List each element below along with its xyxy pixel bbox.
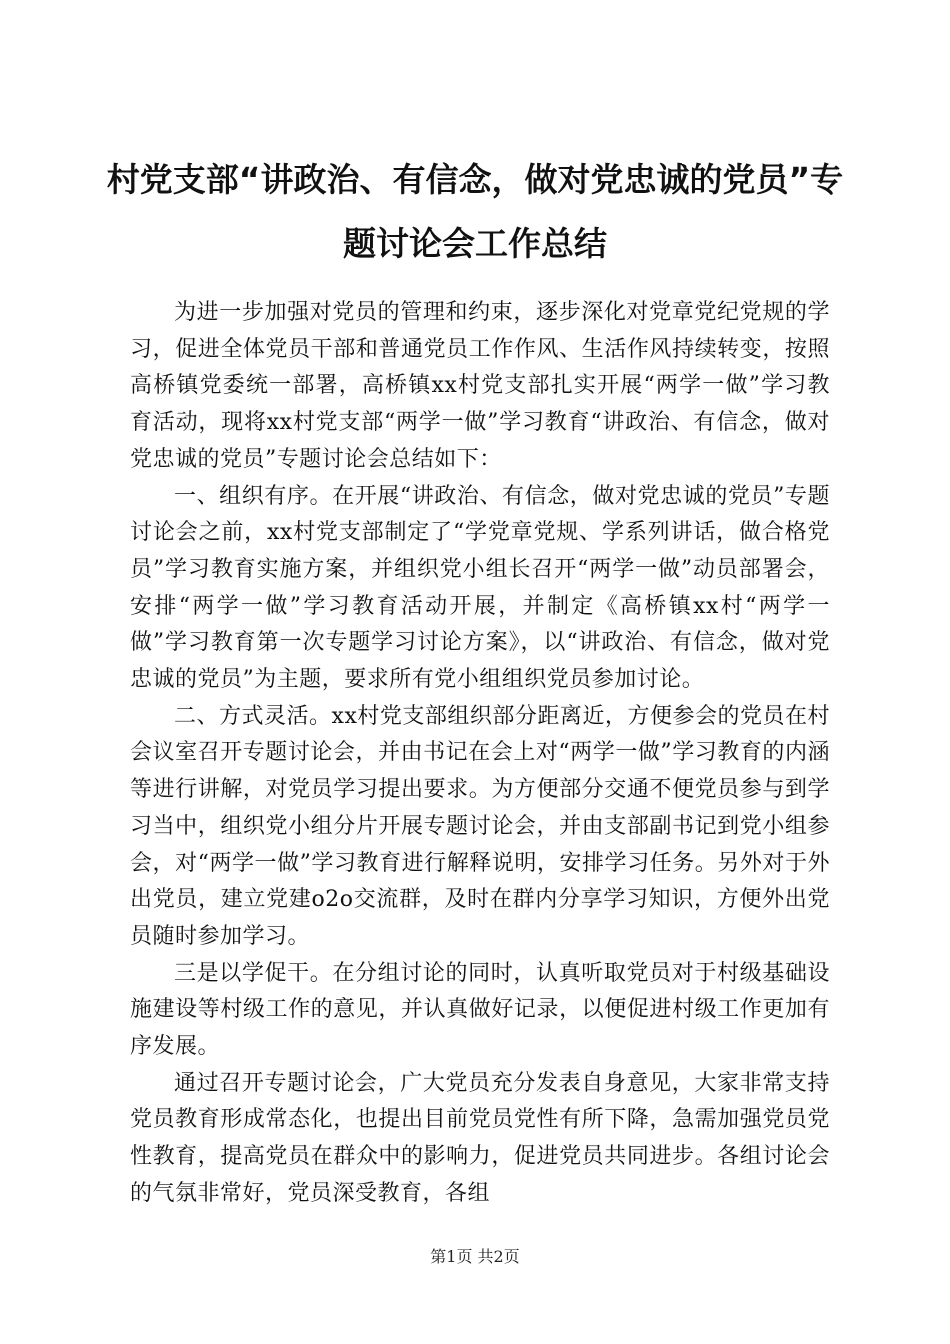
- document-body: [130, 295, 830, 1213]
- paragraph-section-2: 二、方式灵活。xx村党支部组织部分距离近，方便参会的党员在村会议室召开专题讨论会，并由书记在会上对“两学一做”学习教育的内涵等进行讲解，对党员学习提出要求。为方便部分交通不便党员参与到学习当中，组织党小组分片开展专题讨论会，并由支部副书记到党小组参会，对“两学一做”学习教育进行解释说明，安排学习任务。另外对于外出党员，建立党建o2o交流群，及时在群内分享学习知识，方便外出党员随时参加学习。: [130, 703, 830, 949]
- paragraph-intro: 为进一步加强对党员的管理和约束，逐步深化对党章党纪党规的学习，促进全体党员干部和普通党员工作作风、生活作风持续转变，按照高桥镇党委统一部署，高桥镇xx村党支部扎实开展“两学一做”学习教育活动，现将xx村党支部“两学一做”学习教育“讲政治、有信念，做对党忠诚的党员”专题讨论会总结如下：: [130, 300, 830, 472]
- document-title: 村党支部“讲政治、有信念，做对党忠诚的党员”专题讨论会工作总结: [106, 160, 844, 263]
- paragraph-section-3: 三是以学促干。在分组讨论的同时，认真听取党员对于村级基础设施建设等村级工作的意见，并认真做好记录，以便促进村级工作更加有序发展。: [130, 960, 830, 1060]
- page-footer: 第1页 共2页: [430, 1247, 520, 1266]
- paragraph-summary: 通过召开专题讨论会，广大党员充分发表自身意见，大家非常支持党员教育形成常态化，也提出目前党员党性有所下降，急需加强党员党性教育，提高党员在群众中的影响力，促进党员共同进步。各组讨论会的气氛非常好，党员深受教育，各组: [130, 1070, 830, 1206]
- paragraph-section-1: 一、组织有序。在开展“讲政治、有信念，做对党忠诚的党员”专题讨论会之前，xx村党支部制定了“学党章党规、学系列讲话，做合格党员”学习教育实施方案，并组织党小组长召开“两学一做”动员部署会，安排“两学一做”学习教育活动开展，并制定《高桥镇xx村“两学一做”学习教育第一次专题学习讨论方案》，以“讲政治、有信念，做对党忠诚的党员”为主题，要求所有党小组组织党员参加讨论。: [130, 483, 830, 693]
